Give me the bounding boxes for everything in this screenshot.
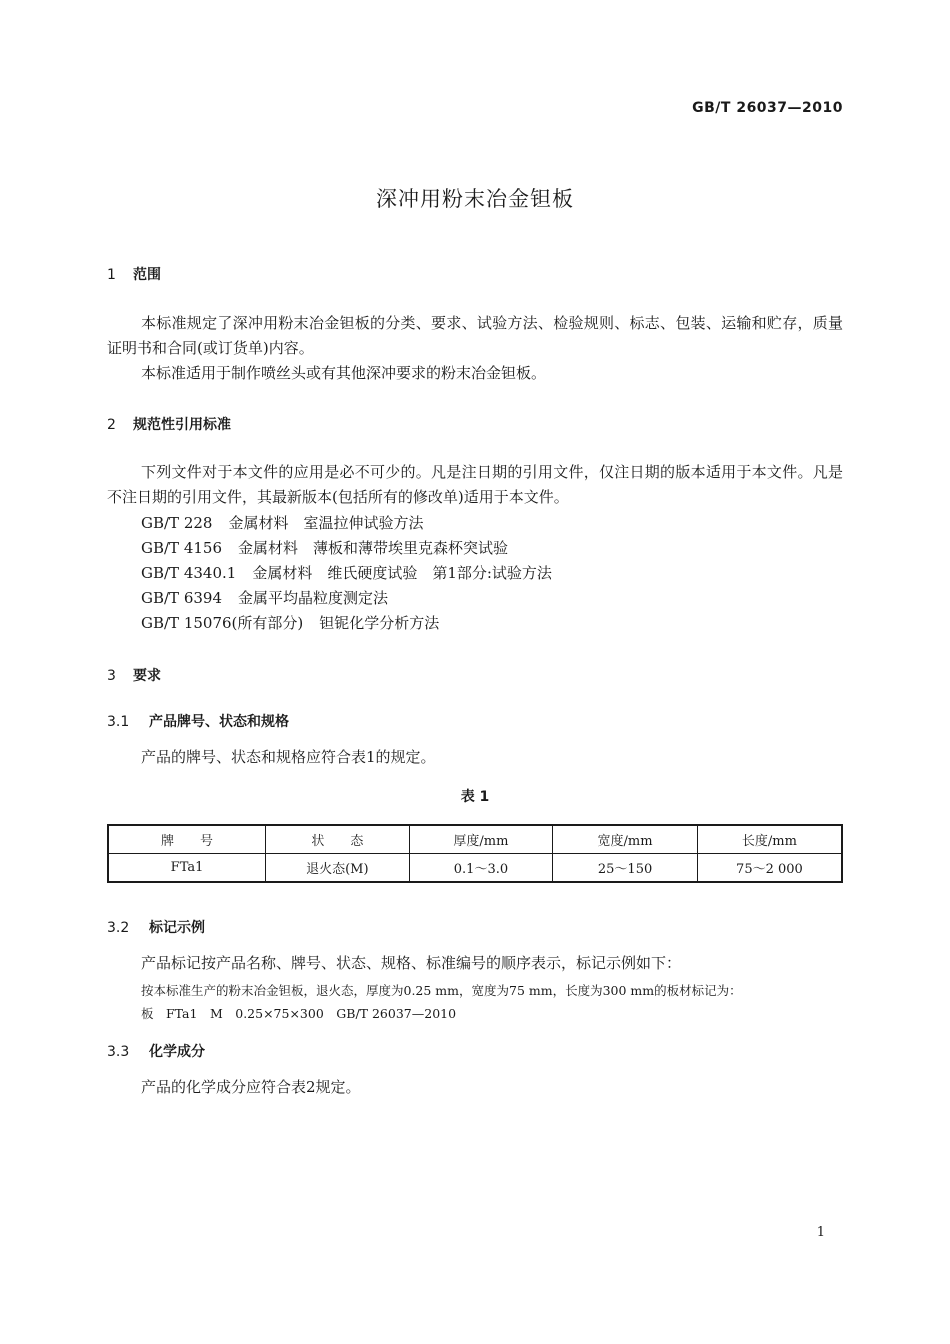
- example-marking: 板 FTa1 M 0.25×75×300 GB/T 26037—2010: [141, 1006, 457, 1021]
- table-header-row: [108, 825, 842, 854]
- section-number: 3.2: [107, 920, 130, 936]
- table-header: 牌 号: [108, 825, 266, 854]
- document-title: 深冲用粉末冶金钽板: [376, 187, 574, 211]
- paragraph: 产品的化学成分应符合表2规定。: [141, 1078, 361, 1096]
- reference-code: GB/T 15076(所有部分): [141, 614, 304, 632]
- section-1-heading: [107, 264, 161, 284]
- reference-item: [141, 537, 508, 558]
- example-text: 按本标准生产的粉末冶金钽板，退火态，厚度为0.25 mm，宽度为75 mm，长度为300 mm的板材标记为：: [141, 983, 742, 998]
- paragraph: 本标准适用于制作喷丝头或有其他深冲要求的粉末冶金钽板。: [141, 364, 547, 382]
- reference-item: [141, 587, 388, 608]
- paragraph: 本标准规定了深冲用粉末冶金钽板的分类、要求、试验方法、检验规则、标志、包装、运输和贮存，质量证明书和合同(或订货单)内容。: [107, 314, 843, 357]
- reference-title: 金属平均晶粒度测定法: [238, 589, 389, 607]
- reference-item: [141, 512, 423, 533]
- section-number: 2: [107, 417, 116, 433]
- section-3-2-heading: [107, 917, 205, 937]
- paragraph: 产品的牌号、状态和规格应符合表1的规定。: [141, 748, 436, 766]
- table-cell: 75～2 000: [697, 854, 842, 883]
- table-cell: 0.1～3.0: [409, 854, 553, 883]
- paragraph: 产品标记按产品名称、牌号、状态、规格、标准编号的顺序表示，标记示例如下：: [141, 954, 682, 972]
- table-cell: 25～150: [553, 854, 698, 883]
- table-header: 状 态: [266, 825, 410, 854]
- section-title: 标记示例: [149, 920, 205, 936]
- reference-item: [141, 562, 552, 583]
- table-header: 宽度/mm: [553, 825, 698, 854]
- reference-code: GB/T 228: [141, 514, 213, 532]
- reference-code: GB/T 4340.1: [141, 564, 237, 582]
- reference-title: 金属材料 薄板和薄带埃里克森杯突试验: [238, 539, 509, 557]
- section-title: 产品牌号、状态和规格: [149, 714, 289, 730]
- standard-number: GB/T 26037—2010: [692, 100, 843, 116]
- table-1: [107, 824, 843, 883]
- section-3-heading: [107, 665, 161, 685]
- section-title: 规范性引用标准: [133, 417, 231, 433]
- table-cell: 退火态(M): [266, 854, 410, 883]
- reference-item: [141, 612, 439, 633]
- reference-title: 钽铌化学分析方法: [319, 614, 440, 632]
- section-3-1-heading: [107, 711, 289, 731]
- table-header: 长度/mm: [697, 825, 842, 854]
- reference-title: 金属材料 维氏硬度试验 第1部分:试验方法: [252, 564, 552, 582]
- section-title: 范围: [133, 267, 161, 283]
- section-2-heading: [107, 414, 231, 434]
- reference-code: GB/T 6394: [141, 589, 223, 607]
- table-cell: FTa1: [108, 854, 266, 883]
- table-row: [108, 854, 842, 883]
- section-number: 3.3: [107, 1044, 130, 1060]
- section-title: 要求: [133, 668, 161, 684]
- section-3-3-heading: [107, 1041, 205, 1061]
- reference-title: 金属材料 室温拉伸试验方法: [228, 514, 424, 532]
- section-number: 3.1: [107, 714, 130, 730]
- table-caption: 表 1: [460, 789, 490, 805]
- paragraph: 下列文件对于本文件的应用是必不可少的。凡是注日期的引用文件，仅注日期的版本适用于本文件。凡是不注日期的引用文件，其最新版本(包括所有的修改单)适用于本文件。: [107, 463, 843, 506]
- section-number: 1: [107, 267, 116, 283]
- reference-code: GB/T 4156: [141, 539, 223, 557]
- section-number: 3: [107, 668, 116, 684]
- table-header: 厚度/mm: [409, 825, 553, 854]
- page-number: 1: [816, 1225, 825, 1240]
- section-title: 化学成分: [149, 1044, 205, 1060]
